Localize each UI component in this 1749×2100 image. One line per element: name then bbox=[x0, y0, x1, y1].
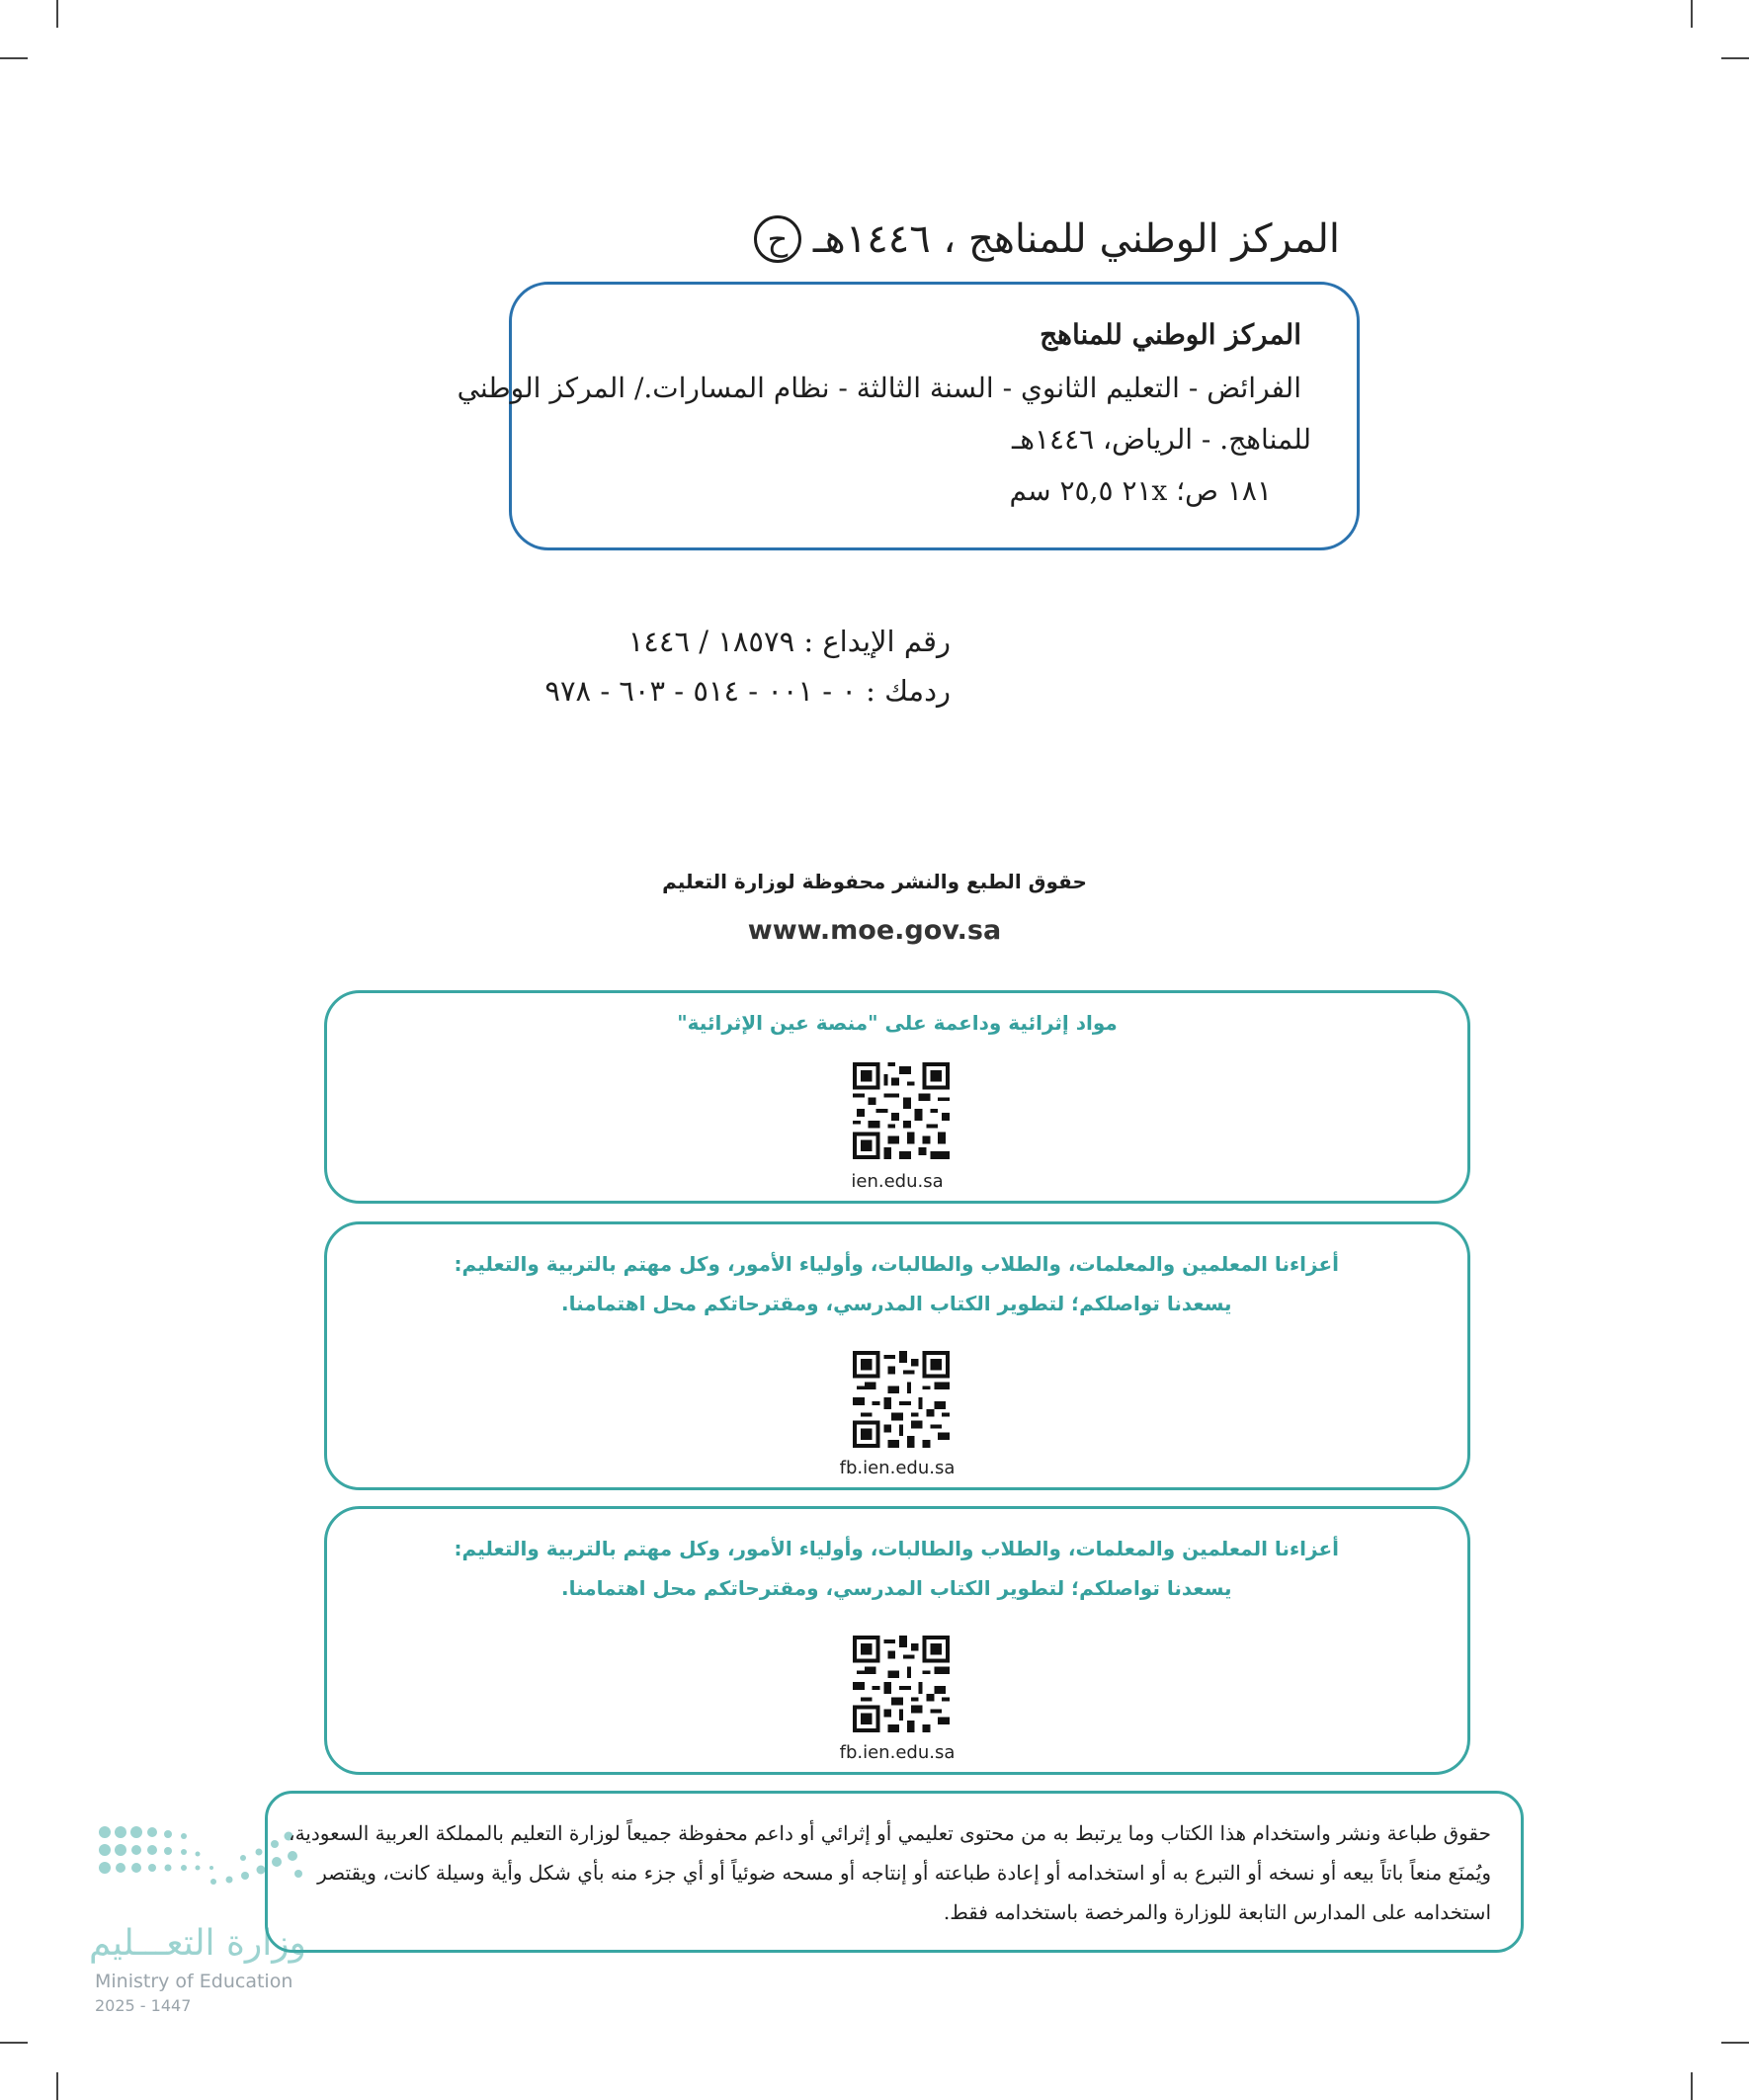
ministry-name-english: Ministry of Education bbox=[95, 1971, 293, 1992]
deposit-number: رقم الإيداع : ١٨٥٧٩ / ١٤٤٦ bbox=[627, 625, 951, 658]
catalog-line-1: الفرائض - التعليم الثانوي - السنة الثالثة - نظام المسارات./ المركز الوطني bbox=[457, 372, 1301, 404]
crop-mark bbox=[0, 57, 28, 59]
catalog-line-3: ١٨١ ص؛ ٢١x ٢٥,٥ سم bbox=[1009, 474, 1272, 507]
feedback-line-1: أعزاءنا المعلمين والمعلمات، والطلاب والطالبات، وأولياء الأمور، وكل مهتم بالتربية والتعليم: bbox=[454, 1537, 1339, 1560]
legal-line-1: حقوق طباعة ونشر واستخدام هذا الكتاب وما يرتبط به من محتوى تعليمي أو إثرائي أو داعم محفوظة جميعاً لوزارة التعليم بالمملكة العربية السعودية، bbox=[289, 1821, 1491, 1845]
crop-mark bbox=[1691, 0, 1693, 28]
crop-mark bbox=[1721, 57, 1749, 59]
rights-heading: حقوق الطبع والنشر محفوظة لوزارة التعليم bbox=[662, 870, 1087, 893]
ministry-name-arabic: وزارة التعـــليم bbox=[88, 1923, 306, 1964]
ien-box-title: مواد إثرائية وداعمة على "منصة عين الإثرائية" bbox=[677, 1011, 1118, 1035]
copyright-header-text: المركز الوطني للمناهج ، ١٤٤٦هـ bbox=[812, 216, 1340, 262]
feedback-box bbox=[324, 1221, 1470, 1490]
ministry-year: 2025 - 1447 bbox=[95, 1996, 192, 2015]
legal-line-3: استخدامه على المدارس التابعة للوزارة والمرخصة باستخدامه فقط. bbox=[943, 1900, 1491, 1924]
ien-url[interactable]: ien.edu.sa bbox=[851, 1171, 944, 1192]
crop-mark bbox=[56, 0, 58, 28]
crop-mark bbox=[56, 2072, 58, 2100]
website-link[interactable]: www.moe.gov.sa bbox=[747, 915, 1002, 946]
feedback-line-2: يسعدنا تواصلكم؛ لتطوير الكتاب المدرسي، ومقترحاتكم محل اهتمامنا. bbox=[560, 1576, 1232, 1600]
legal-notice-box bbox=[265, 1791, 1524, 1953]
qr-code-icon[interactable] bbox=[853, 1351, 950, 1448]
feedback-url[interactable]: fb.ien.edu.sa bbox=[839, 1742, 956, 1763]
crop-mark bbox=[1721, 2042, 1749, 2044]
catalog-line-2: للمناهج. - الرياض، ١٤٤٦هـ bbox=[1012, 423, 1311, 456]
ien-platform-box bbox=[324, 990, 1470, 1204]
legal-line-2: ويُمنَع منعاً باتاً بيعه أو نسخه أو التبرع به أو استخدامه أو إعادة طباعته أو إنتاجه أو مسحه ضوئياً أو أي جزء منه بأي شكل وأية وسيلة كانت، ويقتصر bbox=[317, 1861, 1491, 1885]
isbn: ردمك : ٠ - ٠٠١ - ٥١٤ - ٦٠٣ - ٩٧٨ bbox=[544, 674, 951, 708]
crop-mark bbox=[1691, 2072, 1693, 2100]
catalog-title: المركز الوطني للمناهج bbox=[1040, 318, 1301, 351]
catalog-card bbox=[457, 282, 1360, 550]
qr-code-icon[interactable] bbox=[853, 1062, 950, 1159]
copyright-symbol-icon: ح bbox=[754, 215, 801, 263]
feedback-box bbox=[324, 1506, 1470, 1775]
feedback-line-1: أعزاءنا المعلمين والمعلمات، والطلاب والطالبات، وأولياء الأمور، وكل مهتم بالتربية والتعليم: bbox=[454, 1252, 1339, 1276]
feedback-line-2: يسعدنا تواصلكم؛ لتطوير الكتاب المدرسي، ومقترحاتكم محل اهتمامنا. bbox=[560, 1292, 1232, 1315]
copyright-header bbox=[754, 215, 1340, 263]
feedback-url[interactable]: fb.ien.edu.sa bbox=[839, 1458, 956, 1478]
qr-code-icon[interactable] bbox=[853, 1636, 950, 1732]
crop-mark bbox=[0, 2042, 28, 2044]
